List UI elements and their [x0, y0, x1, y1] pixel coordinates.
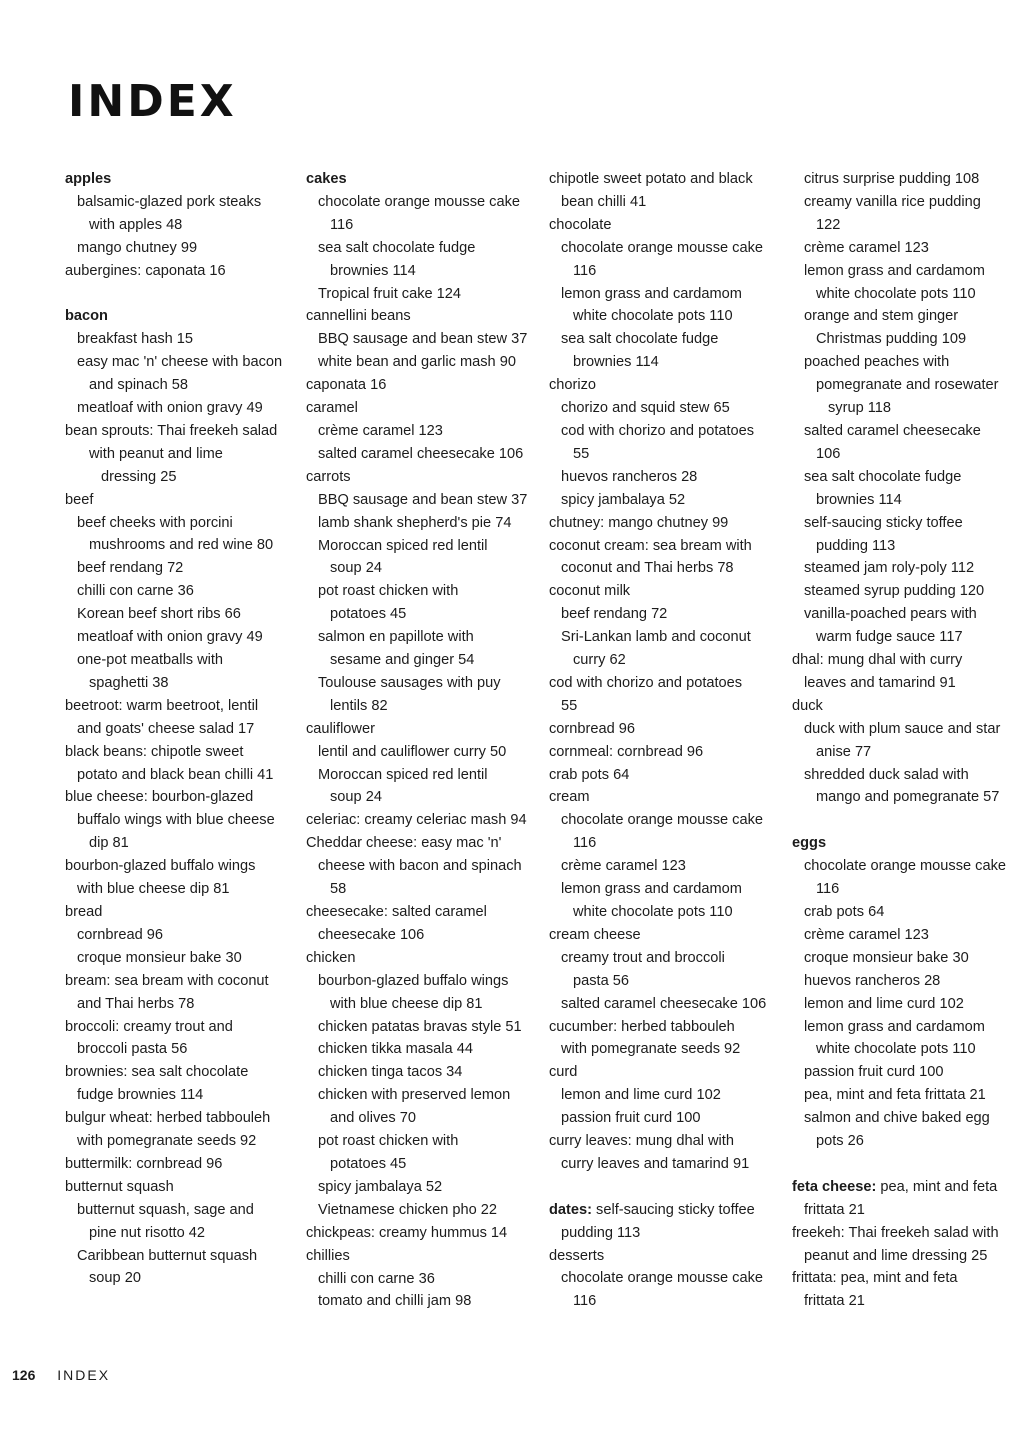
index-subentry: brownies 114 — [573, 354, 659, 371]
index-subentry: soup 24 — [330, 560, 382, 577]
index-subentry: with pomegranate seeds 92 — [77, 1133, 257, 1150]
index-subentry: buffalo wings with blue cheese — [77, 812, 275, 829]
index-subentry: 58 — [330, 881, 347, 898]
index-subentry: sea salt chocolate fudge — [804, 468, 962, 485]
index-subentry: soup 20 — [89, 1270, 141, 1287]
index-entry: curry leaves: mung dhal with — [549, 1133, 734, 1150]
index-subentry: 106 — [816, 445, 841, 462]
index-subentry: sea salt chocolate fudge — [318, 239, 476, 256]
index-column-2 — [306, 168, 540, 1313]
index-subentry: and spinach 58 — [89, 377, 188, 394]
index-entry: chillies — [306, 1247, 350, 1264]
index-subentry: creamy vanilla rice pudding — [804, 193, 981, 210]
index-subentry: curry leaves and tamarind 91 — [561, 1155, 750, 1172]
page-footer — [12, 1365, 110, 1385]
index-subentry: breakfast hash 15 — [77, 331, 194, 348]
index-entry: cucumber: herbed tabbouleh — [549, 1018, 735, 1035]
entry-gap — [549, 1176, 785, 1199]
index-entry: aubergines: caponata 16 — [65, 262, 226, 279]
index-entry: chicken — [306, 949, 356, 966]
index-subentry: one-pot meatballs with — [77, 652, 224, 669]
index-subentry: curry 62 — [573, 652, 626, 669]
index-subentry: pea, mint and feta frittata 21 — [804, 1087, 986, 1104]
index-entry: beetroot: warm beetroot, lentil — [65, 697, 259, 714]
index-entry: cornbread 96 — [549, 720, 636, 737]
index-subentry: and Thai herbs 78 — [77, 995, 195, 1012]
index-subentry: crème caramel 123 — [804, 239, 929, 256]
index-subentry: passion fruit curd 100 — [561, 1110, 701, 1127]
index-subentry: Moroccan spiced red lentil — [318, 766, 488, 783]
index-subentry: lemon grass and cardamom — [804, 262, 985, 279]
index-subentry: cheesecake 106 — [318, 926, 425, 943]
index-subentry: mushrooms and red wine 80 — [89, 537, 274, 554]
index-entry: brownies: sea salt chocolate — [65, 1064, 249, 1081]
index-entry: chipotle sweet potato and black — [549, 171, 753, 187]
index-subentry: pomegranate and rosewater — [816, 377, 999, 394]
index-subentry: lentil and cauliflower curry 50 — [318, 743, 507, 760]
index-subentry: mango chutney 99 — [77, 239, 198, 256]
index-subentry: syrup 118 — [828, 400, 892, 417]
index-entry: cod with chorizo and potatoes — [549, 674, 743, 691]
index-subentry: 116 — [816, 881, 840, 898]
index-subentry: lamb shank shepherd's pie 74 — [318, 514, 512, 531]
footer-label: INDEX — [57, 1367, 111, 1383]
index-entry: caramel — [306, 400, 358, 417]
index-subentry: Caribbean butternut squash — [77, 1247, 258, 1264]
index-heading-term: dates: — [549, 1201, 592, 1218]
index-subentry: beef rendang 72 — [77, 560, 184, 577]
index-subentry: broccoli pasta 56 — [77, 1041, 188, 1058]
index-column-3 — [549, 168, 785, 1313]
index-subentry: lemon and lime curd 102 — [561, 1087, 721, 1104]
index-subentry: BBQ sausage and bean stew 37 — [318, 331, 528, 348]
index-subentry: orange and stem ginger — [804, 308, 959, 325]
index-subentry: tomato and chilli jam 98 — [318, 1293, 472, 1310]
index-entry: duck — [792, 697, 823, 714]
index-subentry: pine nut risotto 42 — [89, 1224, 206, 1241]
index-subentry: white chocolate pots 110 — [816, 1041, 976, 1058]
index-entry: chocolate — [549, 216, 612, 233]
index-subentry: croque monsieur bake 30 — [77, 949, 242, 966]
entry-gap — [65, 283, 297, 306]
index-subentry: soup 24 — [330, 789, 382, 806]
index-entry: cheesecake: salted caramel — [306, 904, 487, 920]
index-subentry: bean chilli 41 — [561, 193, 647, 210]
index-subentry: butternut squash, sage and — [77, 1201, 254, 1218]
index-entry: buttermilk: cornbread 96 — [65, 1155, 223, 1172]
index-subentry: salted caramel cheesecake — [804, 422, 981, 439]
index-subentry: citrus surprise pudding 108 — [804, 171, 980, 187]
index-subentry: potatoes 45 — [330, 606, 407, 623]
index-subentry: white bean and garlic mash 90 — [318, 354, 516, 371]
index-entry: coconut milk — [549, 583, 631, 600]
index-subentry: and olives 70 — [330, 1110, 417, 1127]
index-entry: caponata 16 — [306, 377, 387, 394]
index-subentry: steamed jam roly-poly 112 — [804, 560, 975, 577]
index-entry: cannellini beans — [306, 308, 411, 325]
index-subentry: Toulouse sausages with puy — [318, 674, 501, 691]
index-subentry: anise 77 — [816, 743, 872, 760]
index-subentry: chilli con carne 36 — [77, 583, 194, 600]
index-subentry: lemon grass and cardamom — [561, 881, 742, 898]
index-entry: desserts — [549, 1247, 605, 1264]
index-subentry: cornbread 96 — [77, 926, 164, 943]
index-subentry: with pomegranate seeds 92 — [561, 1041, 741, 1058]
index-subentry: beef rendang 72 — [561, 606, 668, 623]
index-subentry: Vietnamese chicken pho 22 — [318, 1201, 498, 1218]
index-subentry: crab pots 64 — [804, 903, 885, 920]
index-subentry: chocolate orange mousse cake — [804, 858, 1007, 875]
index-subentry: chicken with preserved lemon — [318, 1087, 511, 1104]
index-subentry: huevos rancheros 28 — [804, 972, 941, 989]
index-subentry: lemon grass and cardamom — [561, 285, 742, 302]
entry-gap — [792, 809, 1014, 832]
index-subentry: brownies 114 — [816, 491, 902, 508]
index-heading: apples — [65, 171, 112, 187]
index-entry: freekeh: Thai freekeh salad with — [792, 1224, 999, 1241]
index-column-1 — [65, 168, 297, 1290]
index-subentry: steamed syrup pudding 120 — [804, 583, 985, 600]
index-entry: curd — [549, 1064, 578, 1081]
index-heading: cakes — [306, 171, 347, 187]
index-subentry: chocolate orange mousse cake — [318, 193, 521, 210]
index-subentry: salmon en papillote with — [318, 629, 474, 646]
index-subentry: salted caramel cheesecake 106 — [561, 995, 767, 1012]
index-subentry: spaghetti 38 — [89, 674, 169, 691]
index-subentry: white chocolate pots 110 — [573, 308, 733, 325]
index-subentry: 55 — [573, 445, 590, 462]
index-subentry: pot roast chicken with — [318, 583, 459, 600]
index-subentry: with blue cheese dip 81 — [77, 881, 230, 898]
index-subentry: pasta 56 — [573, 972, 629, 989]
index-subentry: croque monsieur bake 30 — [804, 949, 969, 966]
index-subentry: sea salt chocolate fudge — [561, 331, 719, 348]
index-subentry: poached peaches with — [804, 354, 950, 371]
index-entry: carrots — [306, 468, 351, 485]
index-subentry: coconut and Thai herbs 78 — [561, 560, 734, 577]
index-subentry: chicken tinga tacos 34 — [318, 1064, 463, 1081]
index-heading: eggs — [792, 835, 827, 852]
index-subentry: chicken patatas bravas style 51 — [318, 1018, 522, 1035]
index-entry: cornmeal: cornbread 96 — [549, 743, 704, 760]
index-entry: celeriac: creamy celeriac mash 94 — [306, 812, 527, 829]
index-subentry: Korean beef short ribs 66 — [77, 606, 241, 623]
index-subentry: white chocolate pots 110 — [573, 904, 733, 920]
index-subentry: crème caramel 123 — [804, 926, 929, 943]
index-subentry: pot roast chicken with — [318, 1133, 459, 1150]
index-subentry: mango and pomegranate 57 — [816, 789, 1000, 806]
index-subentry: lemon grass and cardamom — [804, 1018, 985, 1035]
index-subentry: beef cheeks with porcini — [77, 514, 233, 531]
index-subentry: Moroccan spiced red lentil — [318, 537, 488, 554]
page-number: 126 — [12, 1367, 36, 1383]
index-subentry: creamy trout and broccoli — [561, 949, 725, 966]
index-subentry: 122 — [816, 216, 841, 233]
index-entry-text: pea, mint and feta — [876, 1178, 998, 1195]
index-heading: bacon — [65, 308, 108, 325]
index-entry: bread — [65, 903, 103, 920]
index-column-4 — [792, 168, 1014, 1313]
index-heading-term: feta cheese: — [792, 1178, 877, 1195]
index-subentry: with peanut and lime — [89, 445, 223, 462]
index-subentry: passion fruit curd 100 — [804, 1064, 944, 1081]
index-entry: cream cheese — [549, 926, 641, 943]
index-subentry: white chocolate pots 110 — [816, 285, 976, 302]
index-subentry: shredded duck salad with — [804, 766, 969, 783]
index-subentry: frittata 21 — [804, 1201, 865, 1218]
index-entry: beef — [65, 491, 94, 508]
index-subentry: cod with chorizo and potatoes — [561, 422, 755, 439]
index-entry: coconut cream: sea bream with — [549, 537, 752, 554]
index-subentry: bourbon-glazed buffalo wings — [318, 972, 509, 989]
index-subentry: crème caramel 123 — [561, 858, 686, 875]
index-entry: butternut squash — [65, 1178, 174, 1195]
index-subentry: spicy jambalaya 52 — [318, 1178, 443, 1195]
index-subentry: 55 — [561, 697, 578, 714]
index-subentry: lemon and lime curd 102 — [804, 995, 964, 1012]
entry-gap — [792, 1153, 1014, 1176]
index-subentry: peanut and lime dressing 25 — [804, 1247, 988, 1264]
index-subentry: leaves and tamarind 91 — [804, 674, 956, 691]
index-subentry: dressing 25 — [101, 468, 177, 485]
index-subentry: potatoes 45 — [330, 1155, 407, 1172]
index-subentry: salmon and chive baked egg — [804, 1110, 990, 1127]
index-subentry: sesame and ginger 54 — [330, 652, 475, 669]
index-entry: bourbon-glazed buffalo wings — [65, 858, 256, 875]
page-title: INDEX — [68, 76, 237, 127]
index-entry: crab pots 64 — [549, 766, 630, 783]
index-subentry: duck with plum sauce and star — [804, 720, 1001, 737]
index-entry: chickpeas: creamy hummus 14 — [306, 1224, 508, 1241]
index-subentry: spicy jambalaya 52 — [561, 491, 686, 508]
index-subentry: chilli con carne 36 — [318, 1270, 435, 1287]
index-entry: chutney: mango chutney 99 — [549, 514, 729, 531]
index-entry: bulgur wheat: herbed tabbouleh — [65, 1110, 271, 1127]
index-subentry: easy mac 'n' cheese with bacon — [77, 354, 283, 371]
index-subentry: pudding 113 — [561, 1224, 641, 1241]
index-subentry: brownies 114 — [330, 262, 416, 279]
index-subentry: 116 — [573, 262, 597, 279]
index-entry-text: self-saucing sticky toffee — [591, 1201, 755, 1218]
index-subentry: chocolate orange mousse cake — [561, 239, 764, 256]
index-subentry: fudge brownies 114 — [77, 1087, 204, 1104]
index-subentry: 116 — [330, 216, 354, 233]
index-subentry: with blue cheese dip 81 — [330, 995, 483, 1012]
index-subentry: potato and black bean chilli 41 — [77, 766, 274, 783]
index-subentry: Christmas pudding 109 — [816, 331, 967, 348]
index-subentry: and goats' cheese salad 17 — [77, 720, 255, 737]
index-entry: bream: sea bream with coconut — [65, 972, 269, 989]
index-entry: cream — [549, 789, 590, 806]
index-entry — [792, 1176, 1014, 1199]
index-subentry: Tropical fruit cake 124 — [318, 285, 462, 302]
index-subentry: balsamic-glazed pork steaks — [77, 193, 262, 210]
index-subentry: self-saucing sticky toffee — [804, 514, 963, 531]
index-subentry: cheese with bacon and spinach — [318, 858, 522, 875]
index-subentry: chorizo and squid stew 65 — [561, 400, 730, 417]
index-subentry: warm fudge sauce 117 — [816, 629, 963, 646]
index-entry: dhal: mung dhal with curry — [792, 652, 963, 669]
index-subentry: meatloaf with onion gravy 49 — [77, 629, 263, 646]
index-entry: broccoli: creamy trout and — [65, 1018, 233, 1035]
index-entry — [549, 1199, 785, 1222]
index-subentry: meatloaf with onion gravy 49 — [77, 400, 263, 417]
index-entry: chorizo — [549, 377, 597, 394]
index-subentry: pots 26 — [816, 1133, 864, 1150]
index-subentry: lentils 82 — [330, 697, 388, 714]
index-subentry: huevos rancheros 28 — [561, 468, 698, 485]
index-entry: bean sprouts: Thai freekeh salad — [65, 422, 278, 439]
index-subentry: chicken tikka masala 44 — [318, 1041, 473, 1058]
index-entry: frittata: pea, mint and feta — [792, 1270, 958, 1287]
index-subentry: with apples 48 — [89, 216, 183, 233]
index-entry: cauliflower — [306, 720, 375, 737]
index-entry: blue cheese: bourbon-glazed — [65, 789, 254, 806]
index-subentry: Sri-Lankan lamb and coconut — [561, 629, 751, 646]
index-entry: black beans: chipotle sweet — [65, 743, 244, 760]
index-subentry: frittata 21 — [804, 1293, 865, 1310]
index-subentry: salted caramel cheesecake 106 — [318, 445, 524, 462]
index-subentry: vanilla-poached pears with — [804, 606, 977, 623]
index-subentry: BBQ sausage and bean stew 37 — [318, 491, 528, 508]
index-subentry: pudding 113 — [816, 537, 896, 554]
index-subentry: crème caramel 123 — [318, 422, 443, 439]
index-entry: Cheddar cheese: easy mac 'n' — [306, 835, 502, 852]
index-subentry: chocolate orange mousse cake — [561, 812, 764, 829]
index-subentry: dip 81 — [89, 835, 129, 852]
index-subentry: chocolate orange mousse cake — [561, 1270, 764, 1287]
index-subentry: 116 — [573, 1293, 597, 1310]
index-subentry: 116 — [573, 835, 597, 852]
